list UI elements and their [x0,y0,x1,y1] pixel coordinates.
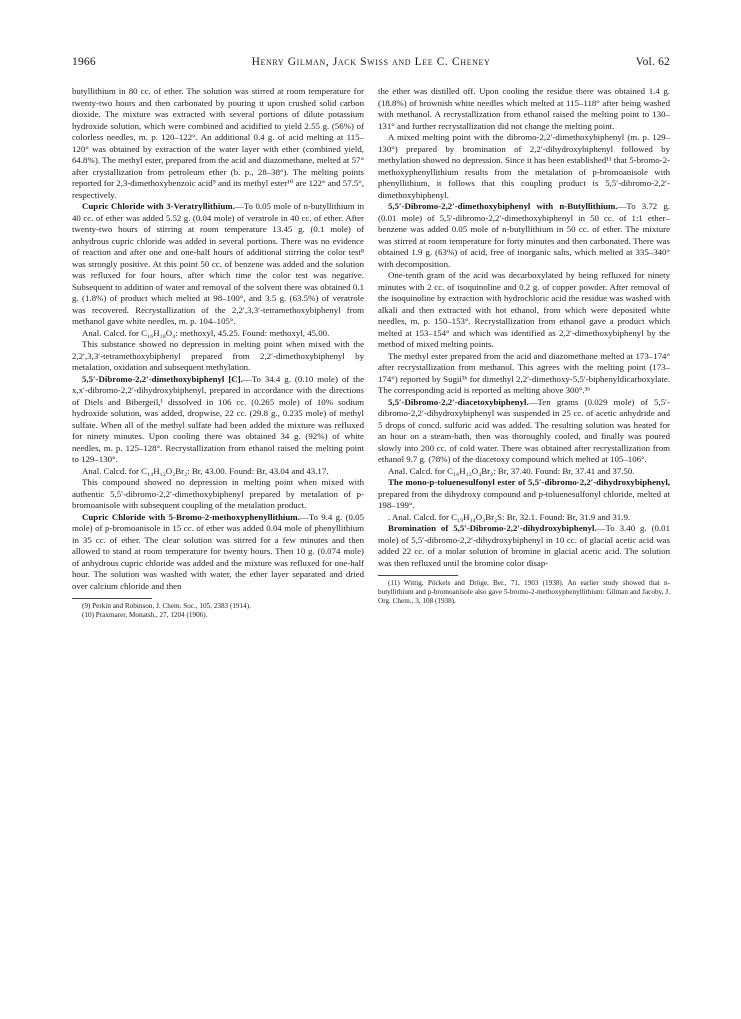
running-header [72,56,670,76]
paragraph: the ether was distilled off. Upon cooling the residue there was obtained 1.4 g. (18.8%) of brownish white needles which melted at 115–118° after being washed with methanol. A recrystallization from ethanol raised the melting point to 130–131° and further recrystallization did not change the melting point. [378,86,670,131]
paragraph [378,477,670,512]
paragraph: The methyl ester prepared from the acid and diazomethane melted at 173–174° after recrystallization from methanol. This agrees with the melting point (173–174°) reported by Sugii³ᵇ for dimethyl 2,2′-dimethoxy-5,5′-biphenyldicarboxylate. The corresponding acid is reported as melting above 300°.³ᵇ [378,350,670,395]
footnote-divider [72,598,152,599]
analysis-line: Anal. Calcd. for C₁₆H₁₈O₄: methoxyl, 45.25. Found: methoxyl, 45.00. [82,327,330,338]
paragraph-text: —To 9.4 g. (0.05 mole) of p-bromoanisole in 15 cc. of ether was added 0.04 mole of phenyllithium in 35 cc. of ether. The clear solution was stirred for a few minutes and then allowed to stand at room temperature for twenty hours. Then 10 g. (0.074 mole) of anhydrous cupric chloride was added and the mixture was refluxed for one-half hour. The solution was washed with water, the ether layer separated and dried over calcium chloride and then [72,511,364,591]
paragraph [378,201,670,270]
paragraph: A mixed melting point with the dibromo-2,2′-dimethoxybiphenyl (m. p. 129–130°) prepared by bromination of 2,2′-dihydroxybiphenyl followed by methylation showed no depression. Since it has been established¹¹ that 5-bromo-2-methoxyphenyllithium results from the metalation of p-bromoanisole with phenyllithium, it follows that this coupling product is 5,5′-dibromo-2,2′-dimethoxybiphenyl. [378,132,670,200]
section-heading: Cupric Chloride with 5-Bromo-2-methoxyphenyllithium. [82,511,300,522]
section-heading: 5,5′-Dibromo-2,2′-dimethoxybiphenyl with n-Butyllithium. [388,201,618,211]
paragraph-text: —To 34.4 g. (0.10 mole) of the x,x′-dibromo-2,2′-dihydroxybiphenyl, prepared in accordance with the directions of Diels and Bibergeil,¹ dissolved in 106 cc. (0.265 mole) of 10% sodium hydroxide solution, was added, dropwise, 22 cc. (29.8 g., 0.235 mole) of methyl sulfate. When all of the methyl sulfate had been added the mixture was refluxed for ninety minutes. Upon cooling there was obtained 34 g. (92%) of white needles, m. p. 125–128°. Recrystallization from ethanol raised the melting point to 129–130°. [72,373,364,464]
paragraph [378,397,670,466]
footnote: (11) Wittig, Pöckels and Dröge, Ber., 71, 1903 (1938). An earlier study showed that n-butyllithium and p-bromoanisole also gave 5-bromo-2-methoxyphenyllithium: Gilman and Jacoby, J. Org. Chem., 3, 108 (1938). [378,579,670,606]
paragraph-text: —To 3.40 g. (0.01 mole) of 5,5′-dibromo-2,2′-dihydroxybiphenyl in 10 cc. of glacial acetic acid was added 22 cc. of a molar solution of bromine in glacial acetic acid. The solution was then refluxed until the bromine color disap- [378,523,670,568]
running-title: Henry Gilman, Jack Swiss and Lee C. Cheney [251,56,491,68]
paragraph: This substance showed no depression in melting point when mixed with the 2,2′,3,3′-tetramethoxybiphenyl prepared from 2,2′-dimethoxybiphenyl by metalation, oxidation and subsequent methylation. [72,339,364,372]
paragraph: butyllithium in 80 cc. of ether. The solution was stirred at room temperature for twenty-two hours and then carbonated by pouring it upon crushed solid carbon dioxide. The mixture was extracted with several portions of dilute potassium hydroxide solution, which were combined and acidified to yield 2.55 g. (56%) of colorless needles, m. p. 120–122°. An additional 0.4 g. of acid melting at 115–120° was obtained by extraction of the water layer with ether (combined yield, 64.8%). The methyl ester, prepared from the acid and diazomethane, melted at 57° after crystallization from petroleum ether (b. p., 28–38°). The melting points reported for 2,3-dimethoxybenzoic acid⁹ and its methyl ester¹⁰ are 122° and 57.5°, respectively. [72,86,364,200]
section-heading: Bromination of 5,5′-Dibromo-2,2′-dihydroxybiphenyl. [388,523,597,533]
volume-label: Vol. 62 [635,56,670,68]
section-heading: 5,5′-Dibromo-2,2′-diacetoxybiphenyl. [388,396,529,407]
footnote: (10) Praxmarer, Monatsh., 27, 1204 (1906). [82,611,208,620]
journal-page [72,56,670,1000]
analysis-line: . Anal. Calcd. for C₁₉H₁₄O₃Br₂S: Br, 32.1. Found: Br, 31.9 and 31.9. [388,511,631,522]
section-heading: Cupric Chloride with 3-Veratryllithium. [82,201,235,211]
paragraph: One-tenth gram of the acid was decarboxylated by being refluxed for ninety minutes with 2 cc. of isoquinoline and 0.2 g. of copper powder. After removal of the isoquinoline by extraction with hydrochloric acid the residue was washed with alkali and then extracted with hot ethanol, from which were deposited white needles, m. p. 150–153°. Recrystallization from ethanol gave a product which melted at 153–154° and which was identified as 2,2′-dimethoxybiphenyl by the method of mixed melting points. [378,270,670,349]
page-number: 1966 [72,56,96,68]
paragraph [72,374,364,466]
footnote-divider [378,575,458,576]
paragraph-text: prepared from the dihydroxy compound and p-toluenesulfonyl chloride, melted at 198–199°. [378,488,670,510]
paragraph [72,512,364,593]
two-column-body [72,86,670,1000]
analysis-line: Anal. Calcd. for C₁₆H₁₂O₄Br₂: Br, 37.40. Found: Br, 37.41 and 37.50. [388,465,635,476]
paragraph [72,201,364,328]
paragraph [378,523,670,569]
paragraph-text: —To 3.72 g. (0.01 mole) of 5,5′-dibromo-2,2′-dimethoxybiphenyl in 50 cc. of 1:1 ether–benzene was added 0.05 mole of n-butyllithium in 50 cc. of ether. The mixture was stirred at room temperature for forty minutes and then carbonated. There was obtained 1.9 g. (63%) of acid, free of inorganic salts, which melted at 335–340° with decomposition. [378,201,670,269]
section-heading: The mono-p-toluenesulfonyl ester of 5,5′-dibromo-2,2′-dihydroxybiphenyl, [388,477,670,487]
right-column [378,86,670,1000]
paragraph: This compound showed no depression in melting point when mixed with authentic 5,5′-dibromo-2,2′-dimethoxybiphenyl prepared by metalation of p-bromoanisole with subsequent coupling of the metalation product. [72,477,364,510]
paragraph-text: —Ten grams (0.029 mole) of 5,5′-dibromo-2,2′-dihydroxybiphenyl was suspended in 25 cc. of acetic anhydride and 5 drops of concd. sulfuric acid was added. The resulting solution was heated for an hour on a steam-bath, then was thoroughly cooled, and finally was poured slowly into 200 cc. of cold water. There was obtained after recrystallization from ethanol 9.7 g. (78%) of the diacetoxy compound which melted at 105–106°. [378,396,670,464]
analysis-line: Anal. Calcd. for C₁₄H₁₂O₂Br₂: Br, 43.00. Found: Br, 43.04 and 43.17. [82,465,329,476]
paragraph-text: —To 0.05 mole of n-butyllithium in 40 cc. of ether was added 5.52 g. (0.04 mole) of veratrole in 40 cc. of ether. After twenty-two hours of stirring at room temperature 13.45 g. (0.1 mole) of anhydrous cupric chloride was added in several portions. There was no evidence of reaction and after one and one-half hours of additional stirring the color test⁸ was strongly positive. At this point 50 cc. of benzene was added and the solution was refluxed for four hours, after which time the color test was negative. Subsequent to addition of water and removal of the solvent there was obtained 0.1 g. (1.8%) of product which melted at 98–100°, and 3.5 g. (63.5%) of veratrole was recovered. Recrystallization of the 2,2′,3,3′-tetramethoxybiphenyl from methanol gave white needles, m. p. 104–105°. [72,201,365,326]
section-heading: 5,5′-Dibromo-2,2′-dimethoxybiphenyl [C]. [82,373,243,384]
footnote: (9) Perkin and Robinson, J. Chem. Soc., 105, 2383 (1914). [82,602,251,610]
left-column [72,86,364,1000]
